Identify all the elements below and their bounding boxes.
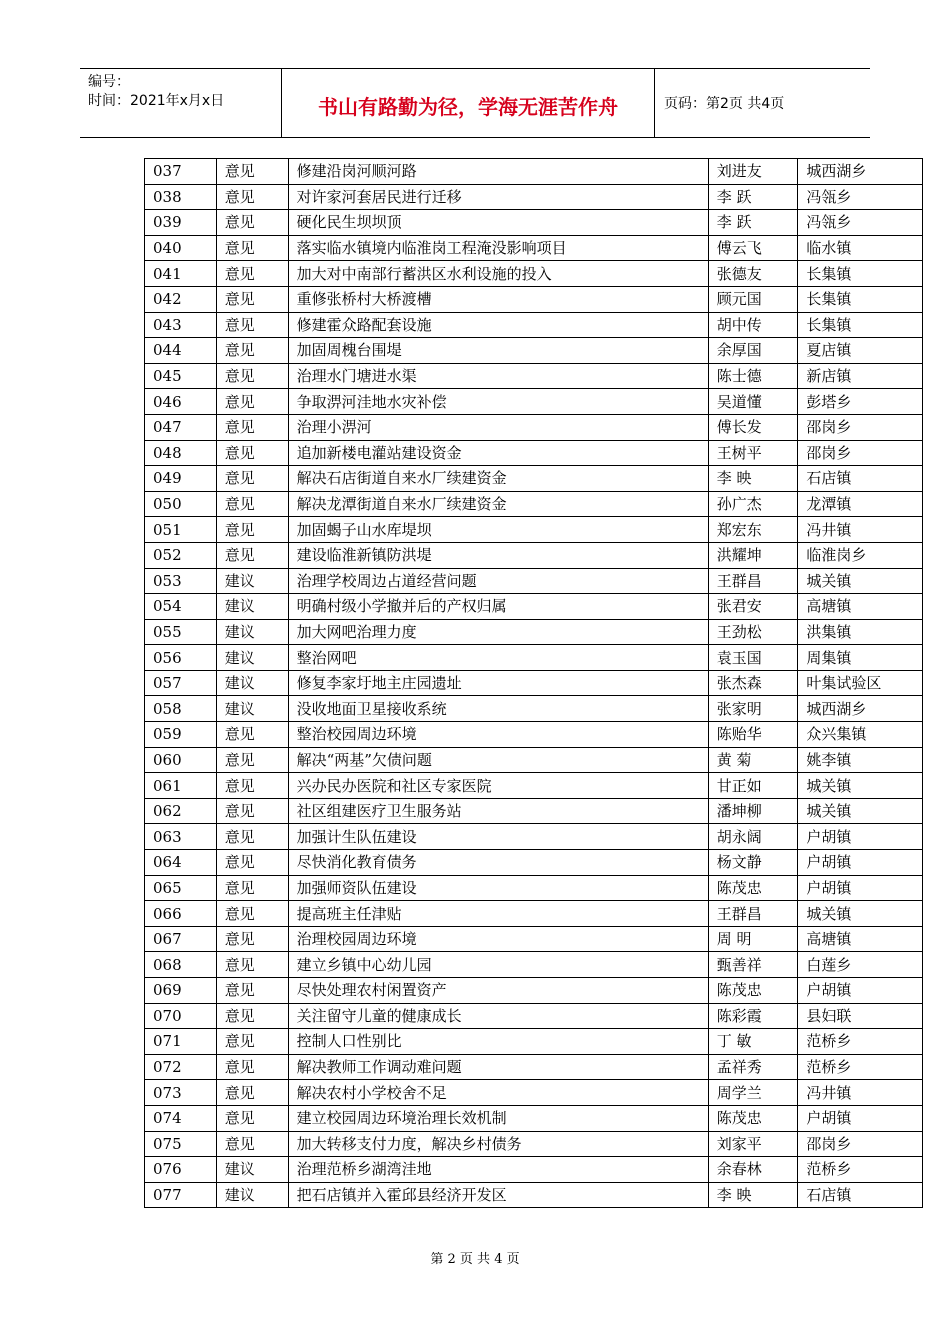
row-proposer: 胡永阔: [708, 824, 798, 850]
table-row: [145, 696, 923, 722]
row-unit: 冯井镇: [798, 517, 923, 543]
row-proposer: 陈茂忠: [708, 978, 798, 1004]
row-number: 060: [145, 747, 217, 773]
row-number: 072: [145, 1054, 217, 1080]
row-number: 075: [145, 1131, 217, 1157]
row-number: 053: [145, 568, 217, 594]
table-row: [145, 824, 923, 850]
row-unit: 冯瓴乡: [798, 210, 923, 236]
row-content: 建立乡镇中心幼儿园: [288, 952, 708, 978]
row-type: 意见: [216, 1080, 288, 1106]
row-type: 意见: [216, 338, 288, 364]
row-unit: 户胡镇: [798, 978, 923, 1004]
row-content: 把石店镇并入霍邱县经济开发区: [288, 1182, 708, 1208]
row-number: 066: [145, 901, 217, 927]
row-proposer: 李 映: [708, 1182, 798, 1208]
row-type: 建议: [216, 645, 288, 671]
table-row: [145, 747, 923, 773]
row-type: 意见: [216, 952, 288, 978]
row-number: 040: [145, 235, 217, 261]
table-row: [145, 517, 923, 543]
row-type: 意见: [216, 440, 288, 466]
row-unit: 长集镇: [798, 261, 923, 287]
row-proposer: 丁 敏: [708, 1029, 798, 1055]
row-proposer: 刘家平: [708, 1131, 798, 1157]
row-proposer: 张德友: [708, 261, 798, 287]
row-content: 修建沿岗河顺河路: [288, 159, 708, 185]
row-content: 明确村级小学撤并后的产权归属: [288, 594, 708, 620]
table-row: [145, 1131, 923, 1157]
table-row: [145, 926, 923, 952]
page-header: [80, 68, 870, 138]
table-row: [145, 1054, 923, 1080]
row-type: 意见: [216, 1003, 288, 1029]
row-unit: 户胡镇: [798, 850, 923, 876]
row-number: 058: [145, 696, 217, 722]
row-type: 意见: [216, 798, 288, 824]
table-row: [145, 1157, 923, 1183]
proposal-table: [144, 158, 923, 1208]
row-proposer: 李 跃: [708, 184, 798, 210]
row-unit: 高塘镇: [798, 926, 923, 952]
row-proposer: 陈茂忠: [708, 1105, 798, 1131]
row-content: 加固蝎子山水库堤坝: [288, 517, 708, 543]
row-proposer: 李 映: [708, 466, 798, 492]
table-row: [145, 952, 923, 978]
row-number: 051: [145, 517, 217, 543]
row-unit: 石店镇: [798, 1182, 923, 1208]
row-unit: 龙潭镇: [798, 491, 923, 517]
row-unit: 范桥乡: [798, 1029, 923, 1055]
row-proposer: 王树平: [708, 440, 798, 466]
row-proposer: 陈士德: [708, 363, 798, 389]
row-type: 意见: [216, 1029, 288, 1055]
row-type: 意见: [216, 389, 288, 415]
row-content: 没收地面卫星接收系统: [288, 696, 708, 722]
row-content: 治理学校周边占道经营问题: [288, 568, 708, 594]
table-row: [145, 261, 923, 287]
row-unit: 夏店镇: [798, 338, 923, 364]
row-number: 043: [145, 312, 217, 338]
row-type: 意见: [216, 824, 288, 850]
row-unit: 户胡镇: [798, 1105, 923, 1131]
row-number: 063: [145, 824, 217, 850]
row-number: 048: [145, 440, 217, 466]
table-row: [145, 978, 923, 1004]
row-unit: 范桥乡: [798, 1157, 923, 1183]
row-type: 建议: [216, 619, 288, 645]
row-proposer: 傅长发: [708, 414, 798, 440]
row-number: 050: [145, 491, 217, 517]
row-content: 整治网吧: [288, 645, 708, 671]
table-row: [145, 645, 923, 671]
row-type: 意见: [216, 978, 288, 1004]
row-number: 046: [145, 389, 217, 415]
table-row: [145, 491, 923, 517]
table-row: [145, 850, 923, 876]
row-type: 意见: [216, 747, 288, 773]
row-proposer: 潘坤柳: [708, 798, 798, 824]
table-row: [145, 312, 923, 338]
table-row: [145, 389, 923, 415]
table-row: [145, 440, 923, 466]
row-content: 兴办民办医院和社区专家医院: [288, 773, 708, 799]
table-row: [145, 338, 923, 364]
row-unit: 城西湖乡: [798, 159, 923, 185]
row-type: 建议: [216, 670, 288, 696]
row-unit: 城关镇: [798, 798, 923, 824]
row-type: 意见: [216, 363, 288, 389]
row-type: 建议: [216, 594, 288, 620]
row-content: 加强计生队伍建设: [288, 824, 708, 850]
row-unit: 城关镇: [798, 901, 923, 927]
row-content: 解决“两基”欠债问题: [288, 747, 708, 773]
table-row: [145, 466, 923, 492]
row-type: 建议: [216, 1157, 288, 1183]
row-number: 064: [145, 850, 217, 876]
row-proposer: 孙广杰: [708, 491, 798, 517]
row-unit: 周集镇: [798, 645, 923, 671]
row-number: 061: [145, 773, 217, 799]
table-row: [145, 286, 923, 312]
table-row: [145, 184, 923, 210]
row-content: 落实临水镇境内临淮岗工程淹没影响项目: [288, 235, 708, 261]
row-type: 意见: [216, 184, 288, 210]
row-type: 意见: [216, 926, 288, 952]
row-proposer: 周 明: [708, 926, 798, 952]
row-content: 控制人口性别比: [288, 1029, 708, 1055]
row-number: 037: [145, 159, 217, 185]
table-row: [145, 1080, 923, 1106]
table-row: [145, 594, 923, 620]
row-content: 建设临淮新镇防洪堤: [288, 542, 708, 568]
table-row: [145, 670, 923, 696]
row-unit: 邵岗乡: [798, 1131, 923, 1157]
row-number: 067: [145, 926, 217, 952]
header-motto: 书山有路勤为径，学海无涯苦作舟: [318, 95, 618, 119]
row-unit: 临水镇: [798, 235, 923, 261]
row-content: 重修张桥村大桥渡槽: [288, 286, 708, 312]
table-row: [145, 568, 923, 594]
row-type: 意见: [216, 901, 288, 927]
row-unit: 邵岗乡: [798, 440, 923, 466]
row-type: 意见: [216, 850, 288, 876]
document-number-label: 编号：: [88, 74, 130, 90]
row-unit: 高塘镇: [798, 594, 923, 620]
row-type: 意见: [216, 491, 288, 517]
row-content: 解决龙潭街道自来水厂续建资金: [288, 491, 708, 517]
row-number: 055: [145, 619, 217, 645]
row-unit: 范桥乡: [798, 1054, 923, 1080]
row-proposer: 余春林: [708, 1157, 798, 1183]
row-proposer: 刘进友: [708, 159, 798, 185]
row-proposer: 袁玉国: [708, 645, 798, 671]
row-unit: 叶集试验区: [798, 670, 923, 696]
row-number: 074: [145, 1105, 217, 1131]
table-row: [145, 363, 923, 389]
header-page-number: 页码：第2页 共4页: [664, 96, 785, 112]
row-content: 修复李家圩地主庄园遗址: [288, 670, 708, 696]
table-row: [145, 619, 923, 645]
row-proposer: 洪耀坤: [708, 542, 798, 568]
row-type: 意见: [216, 542, 288, 568]
row-unit: 城西湖乡: [798, 696, 923, 722]
row-unit: 白莲乡: [798, 952, 923, 978]
row-unit: 冯瓴乡: [798, 184, 923, 210]
row-type: 意见: [216, 466, 288, 492]
table-row: [145, 235, 923, 261]
table-row: [145, 1029, 923, 1055]
row-content: 加大对中南部行蓄洪区水利设施的投入: [288, 261, 708, 287]
row-content: 追加新楼电灌站建设资金: [288, 440, 708, 466]
table-row: [145, 901, 923, 927]
row-type: 意见: [216, 517, 288, 543]
table-row: [145, 773, 923, 799]
row-content: 治理校园周边环境: [288, 926, 708, 952]
proposal-table-body: [145, 159, 923, 1208]
row-unit: 冯井镇: [798, 1080, 923, 1106]
row-number: 054: [145, 594, 217, 620]
row-number: 047: [145, 414, 217, 440]
row-type: 意见: [216, 1131, 288, 1157]
row-number: 052: [145, 542, 217, 568]
row-content: 加固周槐台围堤: [288, 338, 708, 364]
row-content: 解决教师工作调动难问题: [288, 1054, 708, 1080]
row-proposer: 郑宏东: [708, 517, 798, 543]
row-type: 意见: [216, 312, 288, 338]
row-proposer: 陈贻华: [708, 722, 798, 748]
row-proposer: 甘正如: [708, 773, 798, 799]
row-number: 049: [145, 466, 217, 492]
header-meta: [80, 69, 280, 137]
row-content: 硬化民生坝坝顶: [288, 210, 708, 236]
row-content: 提高班主任津贴: [288, 901, 708, 927]
row-number: 069: [145, 978, 217, 1004]
row-number: 038: [145, 184, 217, 210]
row-type: 意见: [216, 773, 288, 799]
table-row: [145, 1105, 923, 1131]
row-unit: 邵岗乡: [798, 414, 923, 440]
row-proposer: 王劲松: [708, 619, 798, 645]
table-row: [145, 542, 923, 568]
row-unit: 城关镇: [798, 568, 923, 594]
row-content: 尽快消化教育债务: [288, 850, 708, 876]
row-unit: 城关镇: [798, 773, 923, 799]
row-number: 044: [145, 338, 217, 364]
row-proposer: 余厚国: [708, 338, 798, 364]
row-proposer: 李 跃: [708, 210, 798, 236]
row-type: 意见: [216, 210, 288, 236]
row-number: 076: [145, 1157, 217, 1183]
row-type: 建议: [216, 568, 288, 594]
table-row: [145, 414, 923, 440]
document-time-label: 时间：2021年x月x日: [88, 93, 225, 109]
row-number: 070: [145, 1003, 217, 1029]
row-unit: 长集镇: [798, 286, 923, 312]
row-proposer: 胡中传: [708, 312, 798, 338]
row-type: 意见: [216, 722, 288, 748]
row-content: 修建霍众路配套设施: [288, 312, 708, 338]
row-proposer: 王群昌: [708, 568, 798, 594]
row-unit: 洪集镇: [798, 619, 923, 645]
row-type: 意见: [216, 159, 288, 185]
row-content: 加大网吧治理力度: [288, 619, 708, 645]
table-row: [145, 1003, 923, 1029]
row-unit: 临淮岗乡: [798, 542, 923, 568]
row-content: 治理范桥乡湖湾洼地: [288, 1157, 708, 1183]
row-number: 065: [145, 875, 217, 901]
row-type: 意见: [216, 1054, 288, 1080]
row-content: 对许家河套居民进行迁移: [288, 184, 708, 210]
row-content: 治理水门塘进水渠: [288, 363, 708, 389]
row-content: 建立校园周边环境治理长效机制: [288, 1105, 708, 1131]
row-proposer: 甄善祥: [708, 952, 798, 978]
row-type: 意见: [216, 414, 288, 440]
row-unit: 户胡镇: [798, 824, 923, 850]
table-row: [145, 159, 923, 185]
row-unit: 姚李镇: [798, 747, 923, 773]
row-content: 争取淠河洼地水灾补偿: [288, 389, 708, 415]
row-unit: 户胡镇: [798, 875, 923, 901]
row-content: 解决农村小学校舍不足: [288, 1080, 708, 1106]
row-type: 意见: [216, 261, 288, 287]
row-content: 尽快处理农村闲置资产: [288, 978, 708, 1004]
row-number: 056: [145, 645, 217, 671]
page-footer: 第 2 页 共 4 页: [430, 1252, 520, 1267]
row-content: 治理小淠河: [288, 414, 708, 440]
row-proposer: 黄 菊: [708, 747, 798, 773]
row-unit: 新店镇: [798, 363, 923, 389]
row-number: 071: [145, 1029, 217, 1055]
row-content: 社区组建医疗卫生服务站: [288, 798, 708, 824]
row-proposer: 顾元国: [708, 286, 798, 312]
table-row: [145, 875, 923, 901]
row-unit: 长集镇: [798, 312, 923, 338]
table-row: [145, 210, 923, 236]
row-proposer: 杨文静: [708, 850, 798, 876]
row-number: 059: [145, 722, 217, 748]
row-proposer: 周学兰: [708, 1080, 798, 1106]
row-proposer: 傅云飞: [708, 235, 798, 261]
row-proposer: 张君安: [708, 594, 798, 620]
row-type: 意见: [216, 235, 288, 261]
row-number: 045: [145, 363, 217, 389]
row-number: 042: [145, 286, 217, 312]
row-proposer: 孟祥秀: [708, 1054, 798, 1080]
row-proposer: 吴道懂: [708, 389, 798, 415]
row-type: 意见: [216, 1105, 288, 1131]
row-number: 041: [145, 261, 217, 287]
row-proposer: 王群昌: [708, 901, 798, 927]
row-number: 073: [145, 1080, 217, 1106]
row-type: 建议: [216, 696, 288, 722]
row-content: 整治校园周边环境: [288, 722, 708, 748]
row-proposer: 张杰森: [708, 670, 798, 696]
row-number: 077: [145, 1182, 217, 1208]
row-type: 建议: [216, 1182, 288, 1208]
row-content: 加强师资队伍建设: [288, 875, 708, 901]
row-number: 039: [145, 210, 217, 236]
table-row: [145, 722, 923, 748]
row-number: 068: [145, 952, 217, 978]
header-motto-cell: [281, 69, 655, 137]
row-unit: 彭塔乡: [798, 389, 923, 415]
row-proposer: 陈茂忠: [708, 875, 798, 901]
table-row: [145, 798, 923, 824]
table-row: [145, 1182, 923, 1208]
row-proposer: 陈彩霞: [708, 1003, 798, 1029]
row-type: 意见: [216, 286, 288, 312]
row-content: 关注留守儿童的健康成长: [288, 1003, 708, 1029]
row-content: 加大转移支付力度，解决乡村债务: [288, 1131, 708, 1157]
row-unit: 众兴集镇: [798, 722, 923, 748]
row-type: 意见: [216, 875, 288, 901]
row-proposer: 张家明: [708, 696, 798, 722]
row-number: 062: [145, 798, 217, 824]
row-number: 057: [145, 670, 217, 696]
row-unit: 县妇联: [798, 1003, 923, 1029]
row-content: 解决石店街道自来水厂续建资金: [288, 466, 708, 492]
row-unit: 石店镇: [798, 466, 923, 492]
